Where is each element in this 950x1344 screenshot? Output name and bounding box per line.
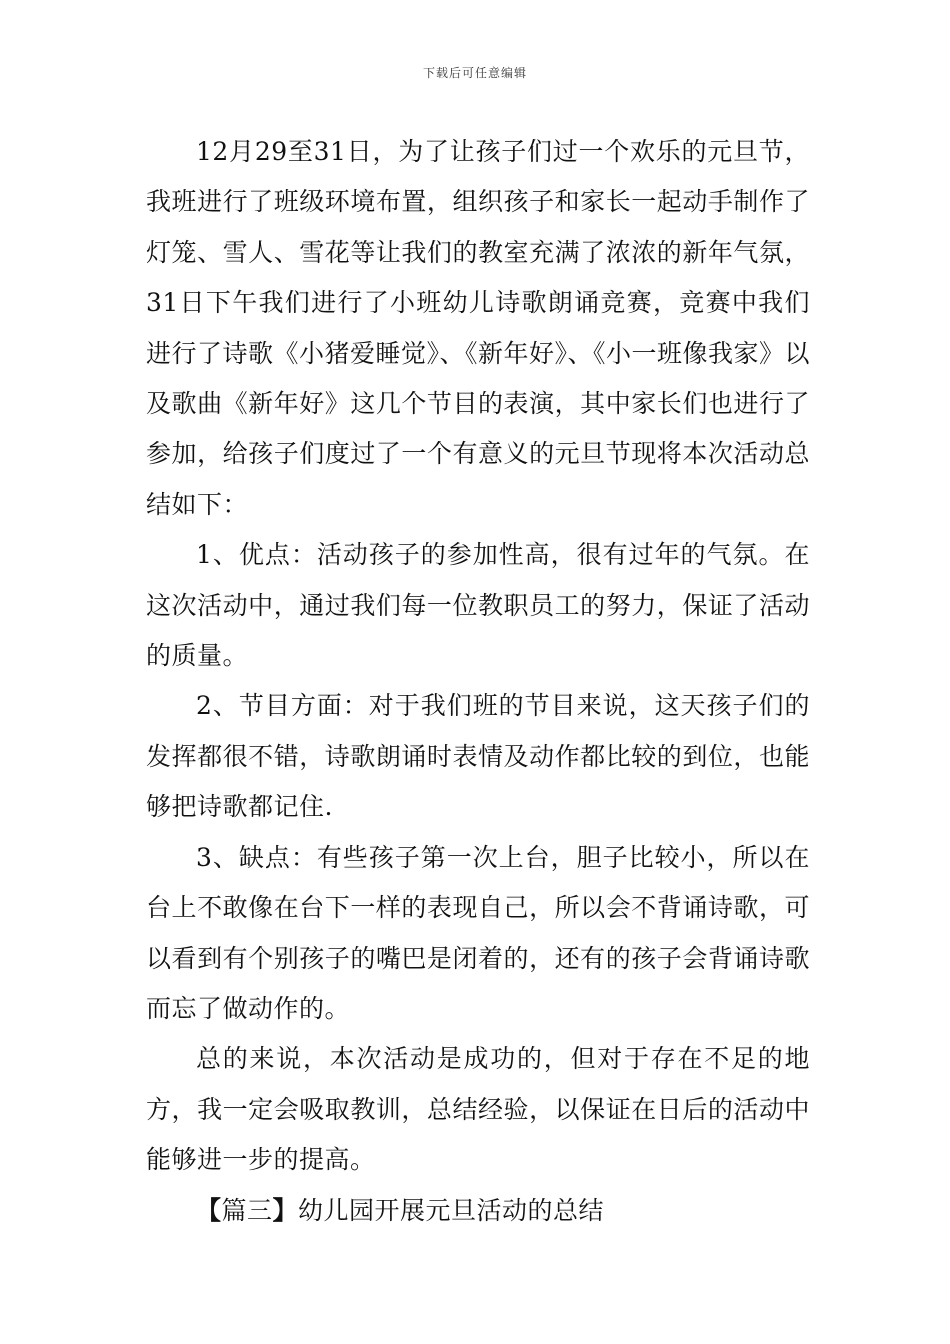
paragraph-programs: 2、节目方面：对于我们班的节目来说，这天孩子们的发挥都很不错，诗歌朗诵时表情及动作都比较的到位，也能够把诗歌都记住. [146, 691, 810, 822]
paragraph-intro: 12月29至31日，为了让孩子们过一个欢乐的元旦节，我班进行了班级环境布置，组织孩子和家长一起动手制作了灯笼、雪人、雪花等让我们的教室充满了浓浓的新年气氛，31日下午我们进行了小班幼儿诗歌朗诵竞赛，竞赛中我们进行了诗歌《小猪爱睡觉》、《新年好》、《小一班像我家》以及歌曲《新年好》这几个节目的表演，其中家长们也进行了参加，给孩子们度过了一个有意义的元旦节现将本次活动总结如下： [146, 137, 811, 519]
paragraph-advantages: 1、优点：活动孩子的参加性高，很有过年的气氛。在这次活动中，通过我们每一位教职员工的努力，保证了活动的质量。 [146, 540, 810, 671]
heading-open-bracket: 【 [196, 1195, 222, 1225]
heading-title: 幼儿园开展元旦活动的总结 [298, 1195, 605, 1225]
heading-close-bracket: 】 [272, 1195, 299, 1225]
paragraph-shortcomings: 3、缺点：有些孩子第一次上台，胆子比较小，所以在台上不敢像在台下一样的表现自己，所以会不背诵诗歌，可以看到有个别孩子的嘴巴是闭着的，还有的孩子会背诵诗歌而忘了做动作的。 [146, 842, 810, 1023]
paragraph-conclusion: 总的来说，本次活动是成功的，但对于存在不足的地方，我一定会吸取教训，总结经验，以保证在日后的活动中能够进一步的提高。 [146, 1044, 810, 1175]
heading-label: 篇三 [221, 1195, 273, 1225]
section-heading [146, 1186, 810, 1236]
page-header: 下载后可任意编辑 [422, 66, 527, 80]
document-body [146, 127, 810, 1236]
